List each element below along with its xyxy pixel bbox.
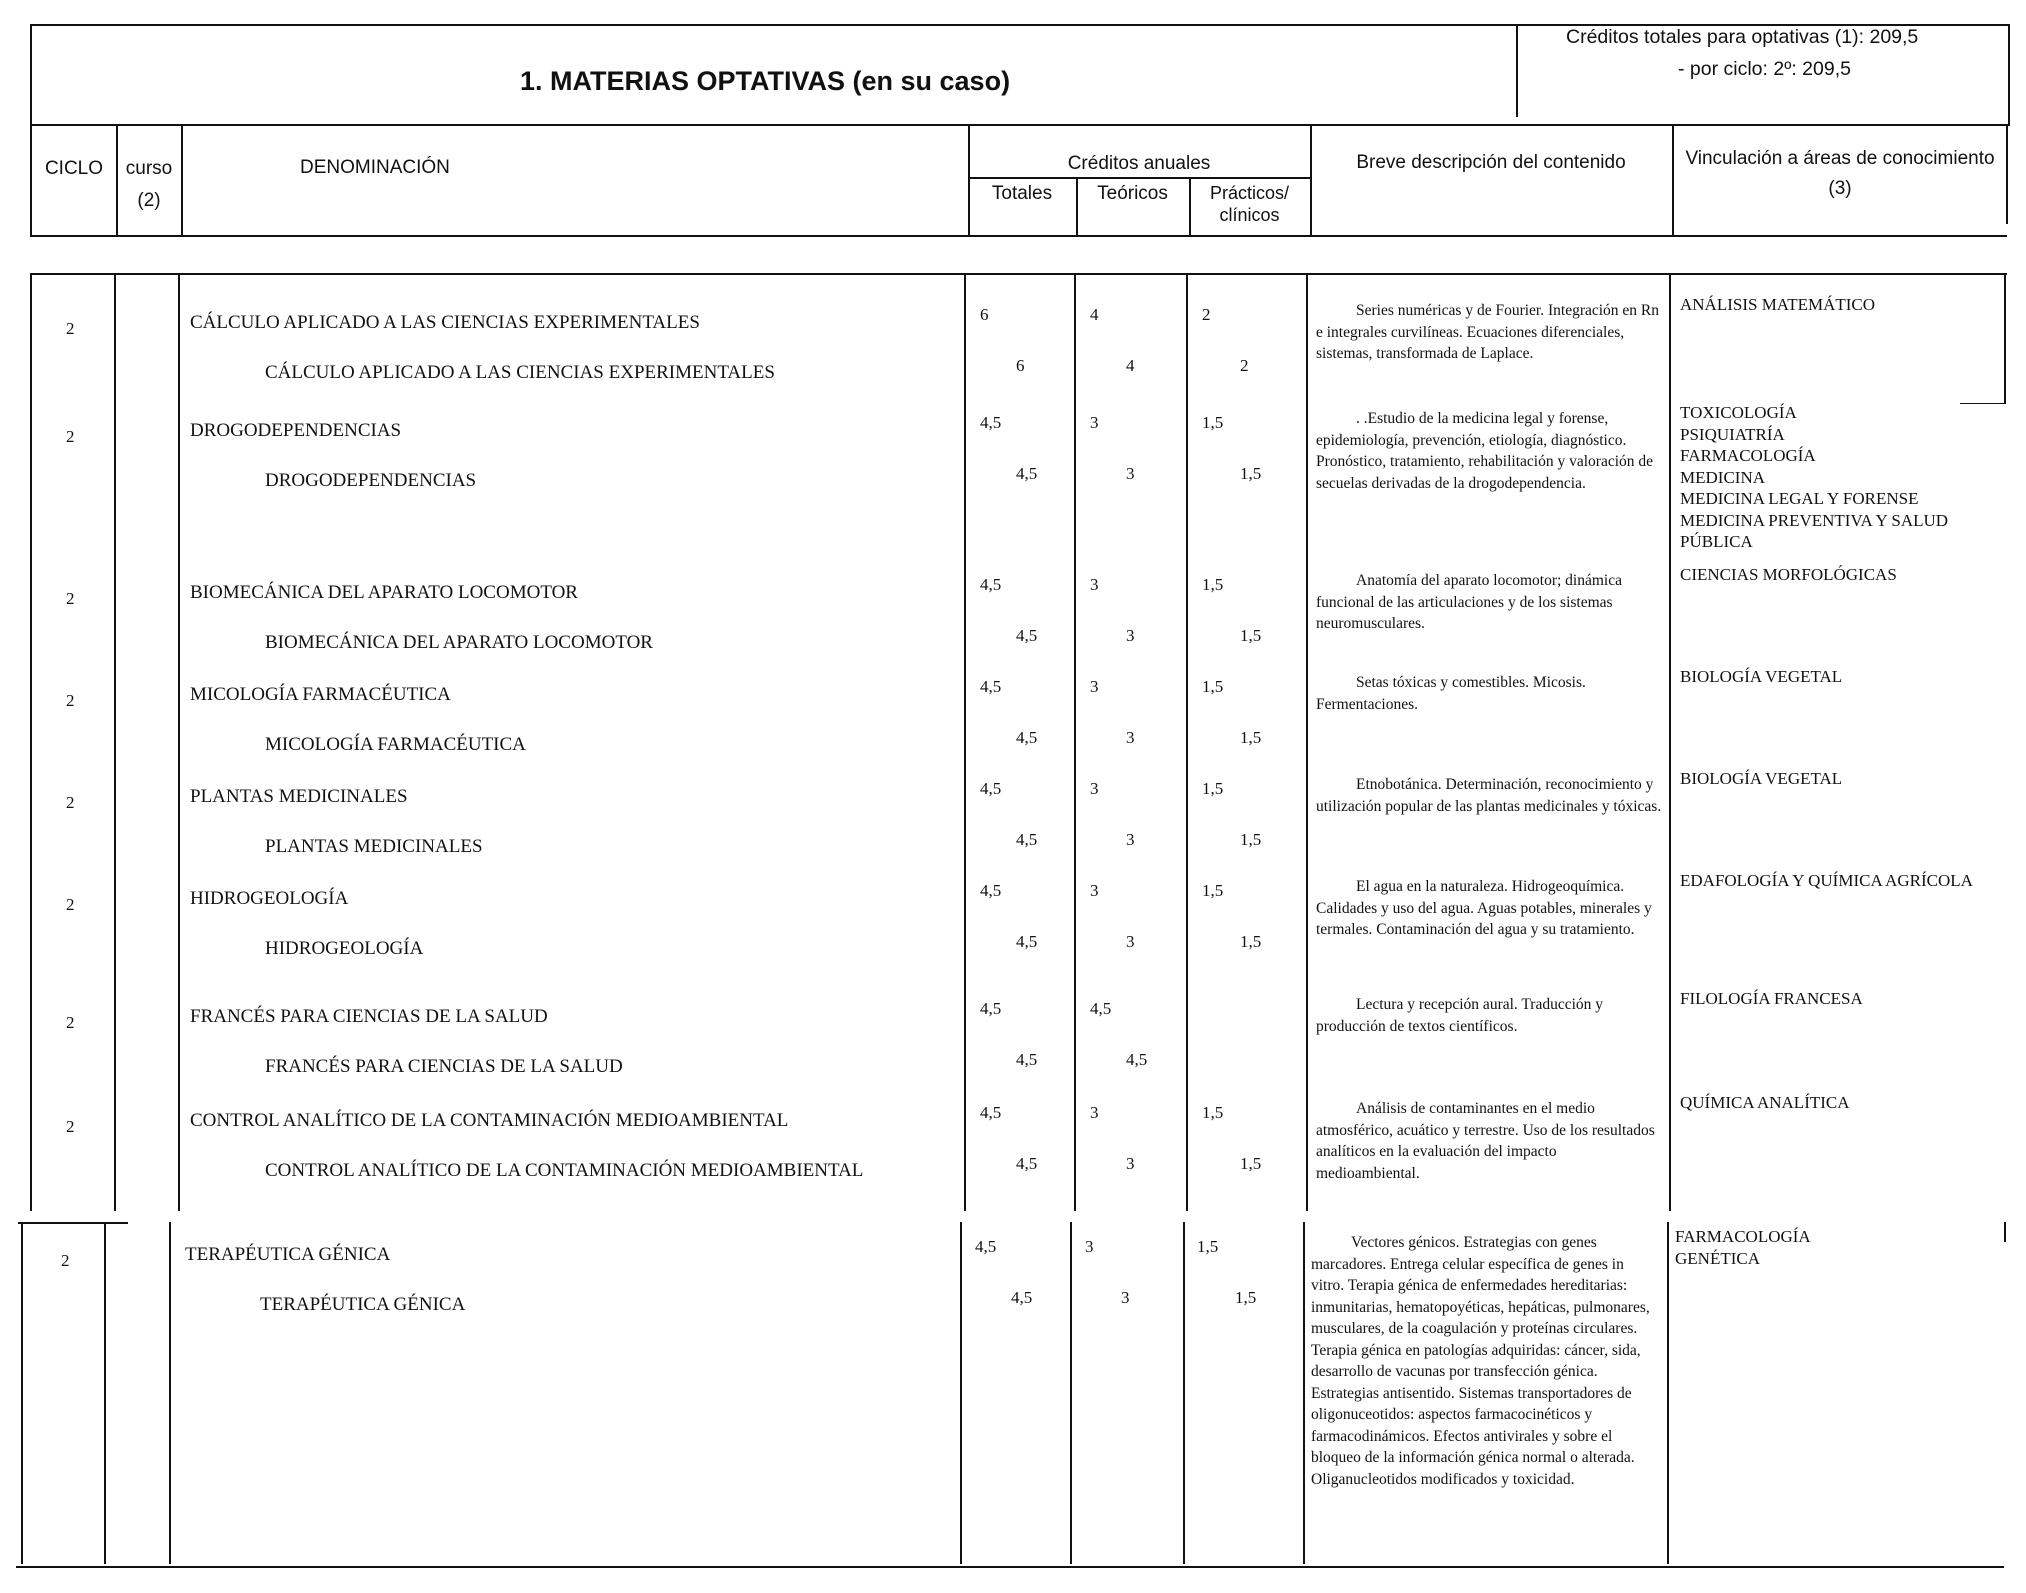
description-cell: . .Estudio de la medicina legal y forense, epidemiología, prevención, etiología, diagnóstico. Pronóstico, tratamiento, rehabilitación y valoración de secuelas derivadas de la drogodependencia. bbox=[1316, 410, 1654, 492]
teoricos-cell: 3 bbox=[1090, 881, 1099, 900]
subject-name: TERAPÉUTICA GÉNICA bbox=[185, 1244, 391, 1265]
teoricos-cell: 4,5 bbox=[1090, 999, 1112, 1018]
totales-cell: 4,5 bbox=[980, 677, 1002, 696]
areas-cell bbox=[1680, 666, 2000, 688]
area-item: FILOLOGÍA FRANCESA bbox=[1680, 989, 1863, 1008]
practicos-cell: 1,5 bbox=[1202, 779, 1224, 798]
areas-cell bbox=[1680, 870, 2000, 892]
sub-practicos-cell: 2 bbox=[1240, 356, 1249, 375]
area-item: CIENCIAS MORFOLÓGICAS bbox=[1680, 565, 1897, 584]
col-descripcion: Breve descripción del contenido bbox=[1356, 152, 1626, 173]
sub-totales-cell: 4,5 bbox=[1016, 728, 1038, 747]
area-item: QUÍMICA ANALÍTICA bbox=[1680, 1093, 1850, 1112]
teoricos-cell: 4 bbox=[1090, 305, 1099, 324]
practicos-cell: 1,5 bbox=[1202, 575, 1224, 594]
ciclo-cell: 2 bbox=[66, 895, 75, 914]
sub-totales-cell: 4,5 bbox=[1016, 626, 1038, 645]
practicos-cell: 2 bbox=[1202, 305, 1211, 324]
col-totales: Totales bbox=[991, 183, 1053, 204]
col-vinculacion: Vinculación a áreas de conocimiento bbox=[1685, 148, 1995, 169]
sub-teoricos-cell: 4,5 bbox=[1126, 1050, 1148, 1069]
sub-teoricos-cell: 3 bbox=[1126, 1154, 1135, 1173]
areas-cell bbox=[1680, 768, 2000, 790]
area-item: MEDICINA PREVENTIVA Y SALUD PÚBLICA bbox=[1680, 510, 1949, 551]
subject-subname: CONTROL ANALÍTICO DE LA CONTAMINACIÓN MEDIOAMBIENTAL bbox=[265, 1160, 864, 1181]
subject-subname: FRANCÉS PARA CIENCIAS DE LA SALUD bbox=[265, 1056, 623, 1077]
areas-cell bbox=[1680, 564, 2000, 586]
subject-subname: MICOLOGÍA FARMACÉUTICA bbox=[265, 734, 526, 755]
teoricos-cell: 3 bbox=[1090, 1103, 1099, 1122]
totales-cell: 4,5 bbox=[980, 999, 1002, 1018]
description-cell: Análisis de contaminantes en el medio atmosférico, acuático y terrestre. Uso de los resultados analíticos en la evaluación del impacto medioambiental. bbox=[1316, 1100, 1655, 1182]
sub-teoricos-cell: 4 bbox=[1126, 356, 1135, 375]
col-vinculacion-note: (3) bbox=[1828, 178, 1852, 199]
ciclo-cell: 2 bbox=[66, 319, 75, 338]
sub-totales-cell: 4,5 bbox=[1016, 1154, 1038, 1173]
teoricos-cell: 3 bbox=[1090, 677, 1099, 696]
areas-cell bbox=[1680, 1092, 2000, 1114]
ciclo-cell: 2 bbox=[66, 589, 75, 608]
teoricos-cell: 3 bbox=[1090, 779, 1099, 798]
area-item: PSIQUIATRÍA bbox=[1680, 424, 1785, 444]
col-clinicos: clínicos bbox=[1219, 205, 1280, 225]
page-title: 1. MATERIAS OPTATIVAS (en su caso) bbox=[520, 66, 1011, 96]
sub-practicos-cell: 1,5 bbox=[1235, 1288, 1257, 1307]
sub-practicos-cell: 1,5 bbox=[1240, 1154, 1262, 1173]
subject-name: MICOLOGÍA FARMACÉUTICA bbox=[190, 684, 451, 705]
totales-cell: 4,5 bbox=[980, 881, 1002, 900]
subject-name: DROGODEPENDENCIAS bbox=[190, 420, 402, 441]
sub-totales-cell: 6 bbox=[1016, 356, 1025, 375]
subject-subname: PLANTAS MEDICINALES bbox=[265, 836, 483, 857]
sub-teoricos-cell: 3 bbox=[1121, 1288, 1130, 1307]
subject-name: CONTROL ANALÍTICO DE LA CONTAMINACIÓN MEDIOAMBIENTAL bbox=[190, 1110, 789, 1131]
col-practicos: Prácticos/ bbox=[1209, 183, 1290, 203]
practicos-cell: 1,5 bbox=[1202, 413, 1224, 432]
area-item: MEDICINA bbox=[1680, 467, 1765, 487]
ciclo-cell: 2 bbox=[66, 1117, 75, 1136]
sub-teoricos-cell: 3 bbox=[1126, 830, 1135, 849]
description-cell: Lectura y recepción aural. Traducción y producción de textos científicos. bbox=[1316, 996, 1604, 1035]
area-item: FARMACOLOGÍA bbox=[1675, 1227, 1811, 1246]
subject-subname: HIDROGEOLOGÍA bbox=[265, 938, 424, 959]
area-item: BIOLOGÍA VEGETAL bbox=[1680, 769, 1843, 788]
subject-name: CÁLCULO APLICADO A LAS CIENCIAS EXPERIMENTALES bbox=[190, 312, 700, 333]
sub-teoricos-cell: 3 bbox=[1126, 728, 1135, 747]
teoricos-cell: 3 bbox=[1090, 575, 1099, 594]
col-ciclo: CICLO bbox=[44, 158, 104, 179]
totales-cell: 4,5 bbox=[975, 1237, 997, 1256]
description-cell: Etnobotánica. Determinación, reconocimiento y utilización popular de las plantas medicinales y tóxicas. bbox=[1316, 776, 1662, 815]
col-creditos-anuales: Créditos anuales bbox=[1067, 153, 1211, 174]
sub-totales-cell: 4,5 bbox=[1016, 830, 1038, 849]
description-cell: El agua en la naturaleza. Hidrogeoquímica. Calidades y uso del agua. Aguas potables, minerales y termales. Contaminación del agua y su tratamiento. bbox=[1316, 878, 1652, 938]
cycle-credits: - por ciclo: 2º: 209,5 bbox=[1678, 58, 1851, 80]
ciclo-cell: 2 bbox=[66, 691, 75, 710]
areas-cell bbox=[1680, 988, 2000, 1010]
col-curso: curso bbox=[125, 158, 173, 179]
ciclo-cell: 2 bbox=[66, 427, 75, 446]
area-item: MEDICINA LEGAL Y FORENSE bbox=[1680, 489, 1919, 508]
sub-practicos-cell: 1,5 bbox=[1240, 932, 1262, 951]
description-cell: Setas tóxicas y comestibles. Micosis. Fermentaciones. bbox=[1316, 674, 1586, 713]
subject-name: PLANTAS MEDICINALES bbox=[190, 786, 408, 807]
teoricos-cell: 3 bbox=[1090, 413, 1099, 432]
practicos-cell: 1,5 bbox=[1202, 1103, 1224, 1122]
subject-name: BIOMECÁNICA DEL APARATO LOCOMOTOR bbox=[190, 582, 578, 603]
ciclo-cell: 2 bbox=[61, 1251, 70, 1270]
sub-totales-cell: 4,5 bbox=[1016, 464, 1038, 483]
totales-cell: 4,5 bbox=[980, 1103, 1002, 1122]
area-item: TOXICOLOGÍA bbox=[1680, 403, 1797, 422]
practicos-cell: 1,5 bbox=[1202, 881, 1224, 900]
practicos-cell: 1,5 bbox=[1202, 677, 1224, 696]
sub-teoricos-cell: 3 bbox=[1126, 464, 1135, 483]
teoricos-cell: 3 bbox=[1085, 1237, 1094, 1256]
sub-totales-cell: 4,5 bbox=[1011, 1288, 1033, 1307]
subject-subname: CÁLCULO APLICADO A LAS CIENCIAS EXPERIMENTALES bbox=[265, 362, 775, 383]
totales-cell: 6 bbox=[980, 305, 989, 324]
sub-totales-cell: 4,5 bbox=[1016, 1050, 1038, 1069]
sub-teoricos-cell: 3 bbox=[1126, 932, 1135, 951]
sub-totales-cell: 4,5 bbox=[1016, 932, 1038, 951]
area-item: ANÁLISIS MATEMÁTICO bbox=[1680, 295, 1876, 314]
sub-practicos-cell: 1,5 bbox=[1240, 464, 1262, 483]
areas-cell bbox=[1680, 402, 2000, 553]
subject-subname: DROGODEPENDENCIAS bbox=[265, 470, 477, 491]
practicos-cell: 1,5 bbox=[1197, 1237, 1219, 1256]
areas-cell bbox=[1675, 1226, 1995, 1269]
sub-practicos-cell: 1,5 bbox=[1240, 728, 1262, 747]
description-cell: Vectores génicos. Estrategias con genes marcadores. Entrega celular específica de genes in vitro. Terapia génica de enfermedades hereditarias: inmunitarias, hematopoyéticas, hepáticas, pulmonares, musculares, de la coagulación y proteínas circulares. Terapia génica en patologías adquiridas: cáncer, sida, desarrollo de vacunas por transfección génica. Estrategias antisentido. Sistemas transportadores de oligonuceotidos: aspectos farmacocinéticos y farmacodinámicos. Efectos antivirales y sobre el bloqueo de la información génica normal o alterada. Oliganucleotidos modificados y toxicidad. bbox=[1311, 1234, 1650, 1488]
area-item: EDAFOLOGÍA Y QUÍMICA AGRÍCOLA bbox=[1680, 871, 1973, 890]
description-cell: Series numéricas y de Fourier. Integración en Rn e integrales curvilíneas. Ecuaciones diferenciales, sistemas, transformada de Laplace. bbox=[1316, 302, 1660, 362]
subject-name: FRANCÉS PARA CIENCIAS DE LA SALUD bbox=[190, 1006, 548, 1027]
ciclo-cell: 2 bbox=[66, 1013, 75, 1032]
sub-teoricos-cell: 3 bbox=[1126, 626, 1135, 645]
totales-cell: 4,5 bbox=[980, 779, 1002, 798]
col-curso-note: (2) bbox=[137, 190, 161, 211]
description-cell: Anatomía del aparato locomotor; dinámica funcional de las articulaciones y de los sistemas neuromusculares. bbox=[1316, 572, 1622, 632]
totales-cell: 4,5 bbox=[980, 413, 1002, 432]
col-teoricos: Teóricos bbox=[1097, 183, 1168, 204]
subject-subname: TERAPÉUTICA GÉNICA bbox=[260, 1294, 466, 1315]
total-credits: Créditos totales para optativas (1): 209,5 bbox=[1566, 26, 1919, 48]
subject-subname: BIOMECÁNICA DEL APARATO LOCOMOTOR bbox=[265, 632, 653, 653]
area-item: GENÉTICA bbox=[1675, 1248, 1760, 1268]
area-item: FARMACOLOGÍA bbox=[1680, 446, 1816, 465]
col-denominacion: DENOMINACIÓN bbox=[300, 157, 450, 178]
areas-cell bbox=[1680, 294, 2000, 316]
subject-name: HIDROGEOLOGÍA bbox=[190, 888, 349, 909]
area-item: BIOLOGÍA VEGETAL bbox=[1680, 667, 1843, 686]
ciclo-cell: 2 bbox=[66, 793, 75, 812]
sub-practicos-cell: 1,5 bbox=[1240, 626, 1262, 645]
sub-practicos-cell: 1,5 bbox=[1240, 830, 1262, 849]
totales-cell: 4,5 bbox=[980, 575, 1002, 594]
